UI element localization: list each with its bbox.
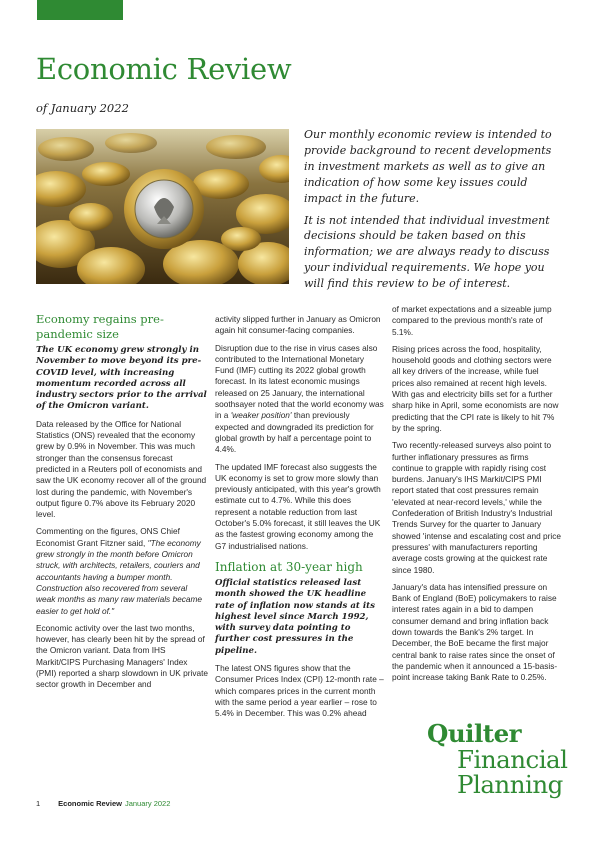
body-paragraph: activity slipped further in January as Omicron again hit consumer-facing companies. (215, 314, 381, 336)
body-paragraph (215, 343, 385, 456)
emphasis-text: 'weaker position' (230, 410, 292, 421)
quilter-logo (427, 721, 568, 798)
page-title: Economic Review (36, 52, 292, 86)
quotation: "The economy grew strongly in the month before Omicron struck, with architects, retailers, couriers and accountants having a bumper month. Construction also recovered from several weak months as many raw materials became easier to get hold of." (36, 537, 203, 616)
body-paragraph: of market expectations and a sizeable jump compared to the previous month's rate of 5.1%. (392, 304, 552, 337)
body-text: Disruption due to the rise in virus cases also contributed to the International Monetary Fund (IMF) cutting its 2022 global growth forecast. In its latest economic musings released on 25 January, the international soothsayer noted that the world economy was in a (215, 342, 384, 421)
intro-paragraph: It is not intended that individual investment decisions should be taken based on this information; we are always ready to discuss your individual requirements. We hope you will find this review to be of interest. (304, 213, 550, 291)
body-paragraph: Data released by the Office for National Statistics (ONS) revealed that the economy grew by 0.9% in November. This was much stronger than the consensus forecast predicted in a Reuters poll of economists and saw the UK economy recover all of the ground lost during the pandemic, with November's output figure 0.7% above its February 2020 level. (36, 418, 207, 520)
hero-image-coins (36, 129, 289, 284)
section-heading: Economy regains pre-pandemic size (36, 312, 164, 341)
logo-line: Quilter (427, 719, 522, 748)
body-paragraph (36, 526, 208, 616)
body-paragraph: The latest ONS figures show that the Consumer Prices Index (CPI) 12-month rate – which compares prices in the current month with the same period a year earlier – rose to 5.4% in December. This was 0.2% ahead (215, 663, 384, 719)
page-footer (36, 799, 170, 808)
body-paragraph: Rising prices across the food, hospitality, household goods and clothing sectors were all key drivers of the increase, while fuel prices also remained at recent high levels. With gas and electricity bills set for a further sharp hike in April, some economists are now predicting that the CPI rate is likely to hit 7% by the spring. (392, 343, 559, 433)
section-lede: Official statistics released last month showed the UK headline rate of inflation now stands at its highest level since March 1992, with survey data pointing to further cost pressures in the pipeline. (215, 577, 375, 656)
body-paragraph: The updated IMF forecast also suggests the UK economy is set to grow more slowly than previously anticipated, with this year's growth estimate cut to 4.7%. While this does represent a notable reduction from last October's 5.0% forecast, it still leaves the UK as the fastest growing economy among the G7 industrialised nations. (215, 461, 381, 551)
column-1 (36, 312, 208, 697)
section-lede: The UK economy grew strongly in November to move beyond its pre-COVID level, with increasing momentum recorded across all industry sectors prior to the arrival of the Omicron variant. (36, 345, 207, 412)
page-number: 1 (36, 799, 41, 808)
footer-date: January 2022 (124, 799, 171, 808)
body-paragraph: Two recently-released surveys also point to further inflationary pressures as firms continue to grapple with rapidly rising cost burdens. January's IHS Markit/CIPS PMI report stated that cost pressures remain 'elevated at near-record levels,' while the Confederation of British Industry's Industrial Trends Survey for the quarter to January showed 'intense and escalating cost and price pressures' with manufacturers reporting average costs growing at the quickest rate since 1980. (392, 440, 562, 575)
logo-line: Financial (457, 744, 568, 774)
body-paragraph: January's data has intensified pressure on Bank of England (BoE) policymakers to raise interest rates again in a bid to dampen consumer demand and bring inflation back down towards the Bank's 2% target. In December, the BoE became the first major central bank to raise rates since the onset of the pandemic when it announced a 15-basis-point increase taking Bank Rate to 0.25%. (392, 581, 558, 683)
top-accent-bar (37, 0, 123, 20)
coins-illustration (36, 129, 289, 284)
body-text: than previously expected and downgraded its prediction for global growth by half a percentage point to 4.4%. (215, 410, 374, 455)
body-text: Commenting on the figures, ONS Chief Economist Grant Fitzner said, (36, 526, 180, 548)
column-3 (392, 304, 562, 690)
intro-paragraph: Our monthly economic review is intended to provide background to recent developments in investment markets as well as to give an indication of how some key issues could impact in the future. (304, 128, 552, 205)
body-paragraph: Economic activity over the last two months, however, has clearly been hit by the spread of the Omicron variant. Data from IHS Markit/CIPS Purchasing Managers' Index (PMI) reported a sharp slowdown in UK private sector growth in December and (36, 622, 209, 690)
column-2 (215, 314, 385, 726)
page-subtitle: of January 2022 (36, 101, 129, 115)
logo-line: Planning (457, 770, 563, 799)
footer-title: Economic Review (58, 799, 122, 808)
section-heading: Inflation at 30-year high (215, 559, 363, 574)
intro-text (304, 127, 558, 298)
